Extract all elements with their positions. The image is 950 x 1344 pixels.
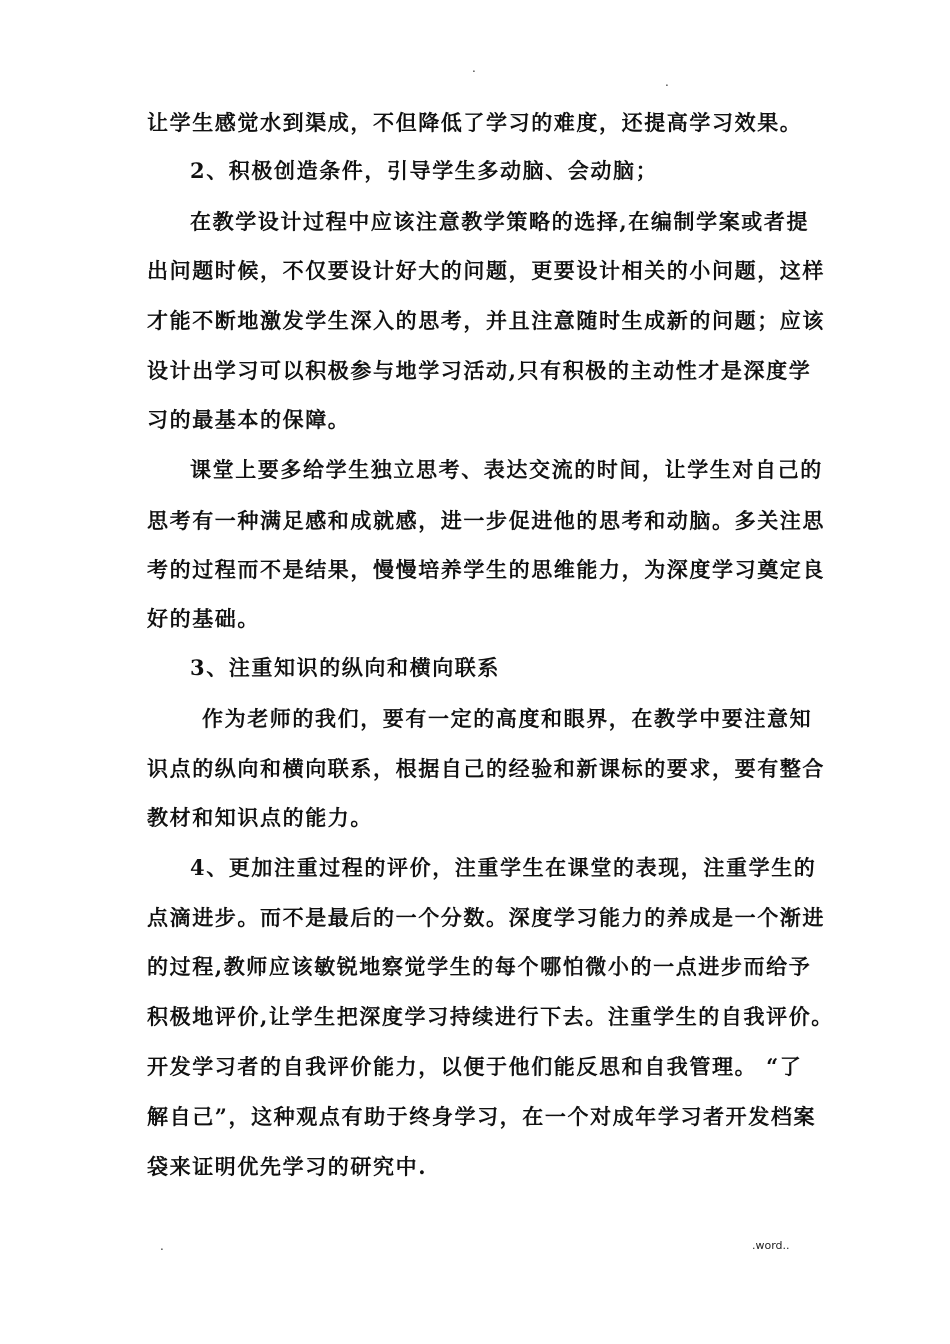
text-line: 让学生感觉水到渠成，不但降低了学习的难度，还提高学习效果。 xyxy=(147,110,803,135)
text-line: 2、积极创造条件，引导学生多动脑、会动脑； xyxy=(190,158,659,183)
text-line: 点滴进步。而不是最后的一个分数。深度学习能力的养成是一个渐进 xyxy=(147,905,825,930)
text-line: 袋来证明优先学习的研究中. xyxy=(147,1154,428,1179)
text-line: 习的最基本的保障。 xyxy=(147,407,351,432)
text-line: 课堂上要多给学生独立思考、表达交流的时间，让学生对自己的 xyxy=(190,457,823,482)
footer-word-label: .word.. xyxy=(752,1239,790,1252)
text-line: 才能不断地激发学生深入的思考，并且注意随时生成新的问题；应该 xyxy=(147,308,825,333)
text-line: 好的基础。 xyxy=(147,606,260,631)
text-line: 的过程,教师应该敏锐地察觉学生的每个哪怕微小的一点进步而给予 xyxy=(147,954,812,979)
text-line: 考的过程而不是结果，慢慢培养学生的思维能力，为深度学习奠定良 xyxy=(147,557,825,582)
header-dot-left: . xyxy=(472,61,476,75)
text-line: 作为老师的我们，要有一定的高度和眼界，在教学中要注意知 xyxy=(202,706,813,731)
text-line: 出问题时候，不仅要设计好大的问题，更要设计相关的小问题，这样 xyxy=(147,258,825,283)
text-line: 积极地评价,让学生把深度学习持续进行下去。注重学生的自我评价。 xyxy=(147,1004,834,1029)
text-line: 4、更加注重过程的评价，注重学生在课堂的表现，注重学生的 xyxy=(190,855,817,880)
header-dot-right: . xyxy=(665,75,669,89)
text-line: 识点的纵向和横向联系，根据自己的经验和新课标的要求，要有整合 xyxy=(147,756,825,781)
text-line: 开发学习者的自我评价能力，以便于他们能反思和自我管理。 “了 xyxy=(147,1054,803,1079)
text-line: 教材和知识点的能力。 xyxy=(147,805,373,830)
text-line: 在教学设计过程中应该注意教学策略的选择,在编制学案或者提 xyxy=(190,209,810,234)
text-line: 解自己”，这种观点有助于终身学习，在一个对成年学习者开发档案 xyxy=(147,1104,817,1129)
text-line: 思考有一种满足感和成就感，进一步促进他的思考和动脑。多关注思 xyxy=(147,508,825,533)
text-line: 设计出学习可以积极参与地学习活动,只有积极的主动性才是深度学 xyxy=(147,358,812,383)
text-line: 3、注重知识的纵向和横向联系 xyxy=(190,655,501,680)
footer-dot-left: . xyxy=(160,1239,164,1253)
